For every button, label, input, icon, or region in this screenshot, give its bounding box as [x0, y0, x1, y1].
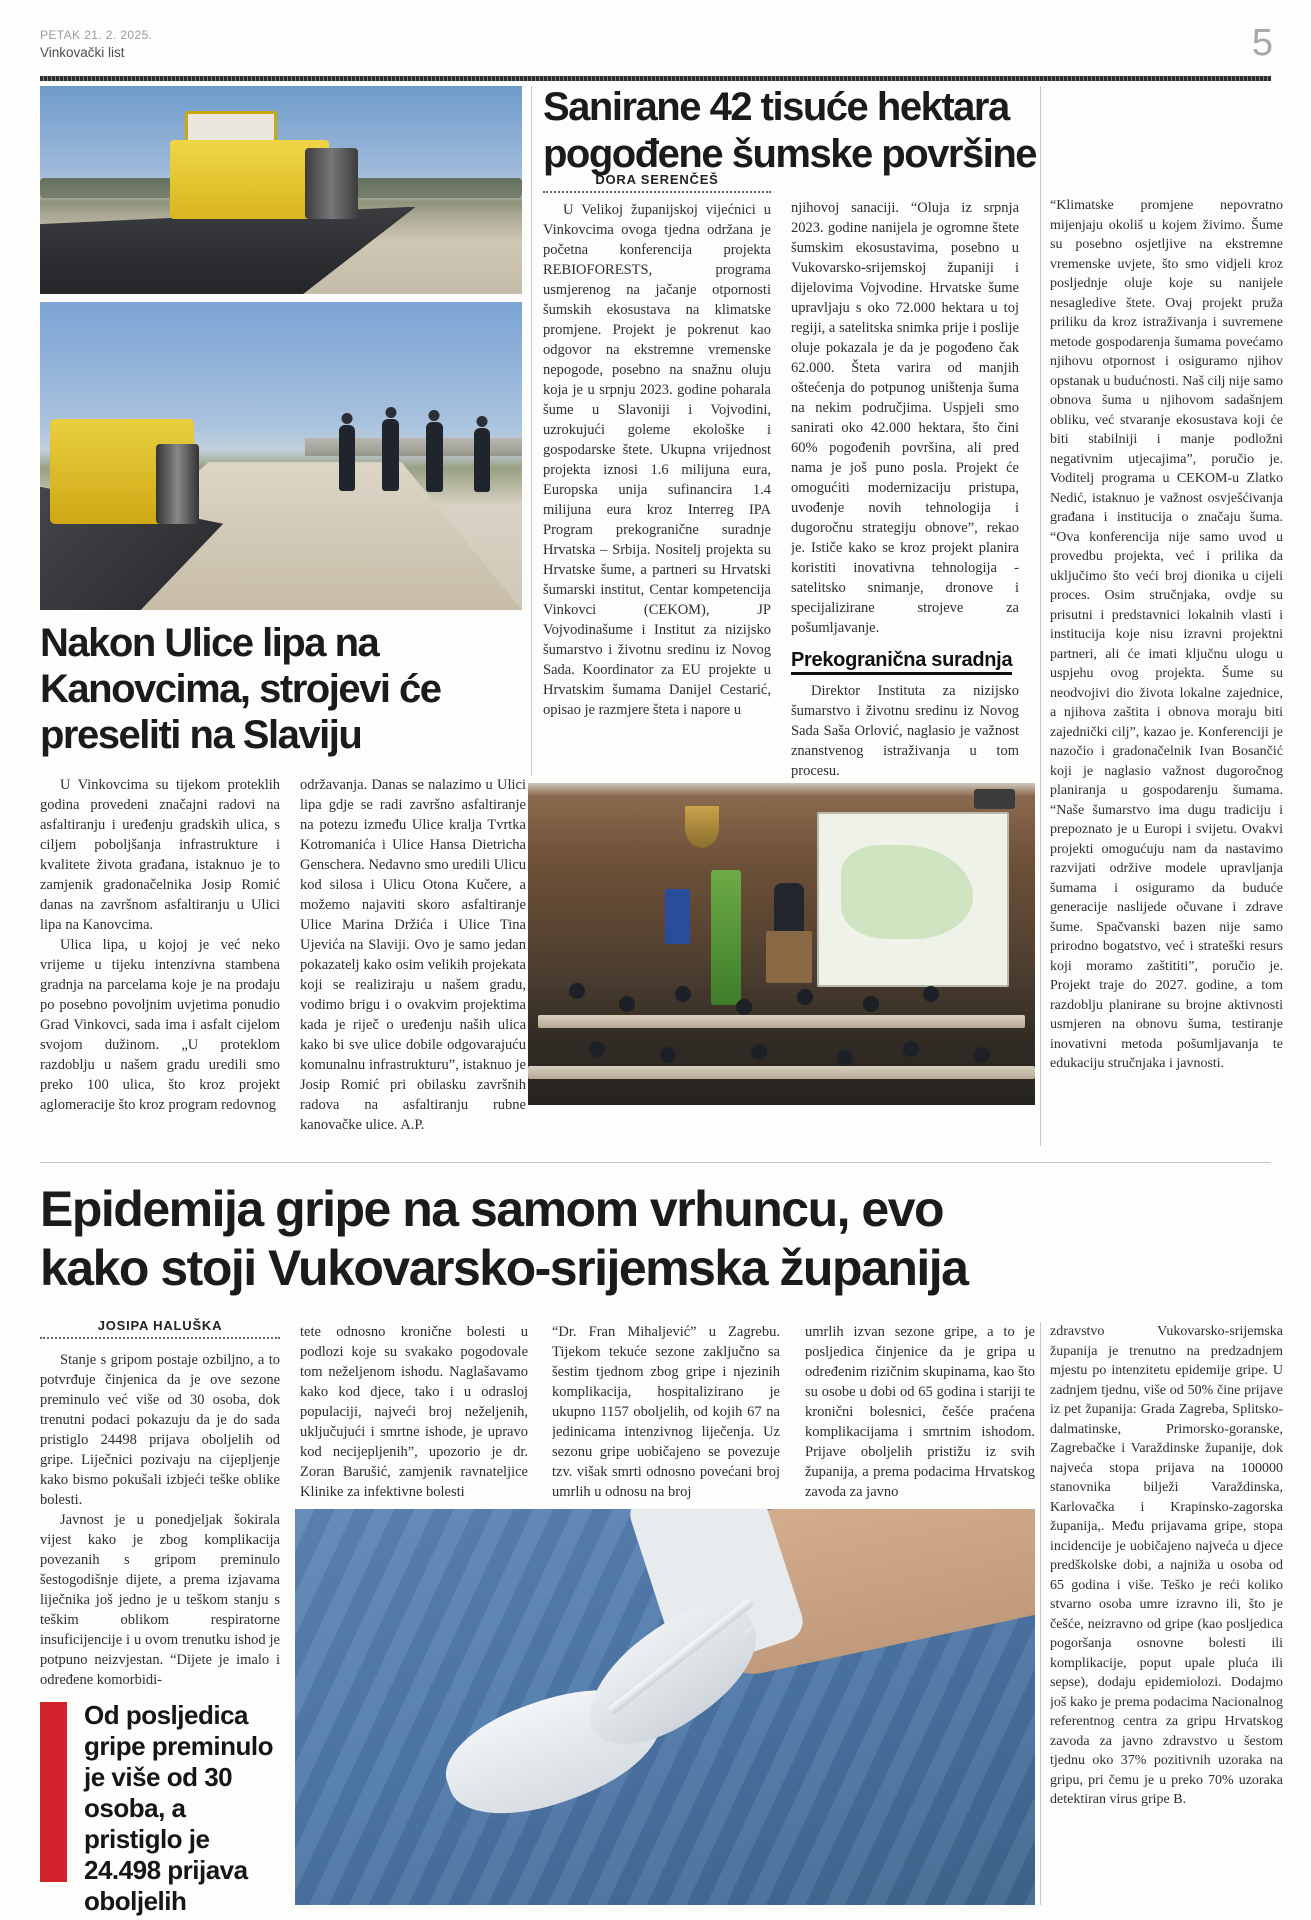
audience-head [675, 986, 691, 1002]
projector-shape [974, 789, 1015, 808]
audience-head [797, 989, 813, 1005]
audience-head [736, 999, 752, 1015]
pedestrian-head [429, 410, 440, 421]
pedestrian-silhouette [474, 428, 490, 492]
author-dotted-rule [543, 191, 771, 193]
forest-article-author: DORA SERENČEŠ [595, 172, 719, 187]
masthead-publication: Vinkovački list [40, 45, 125, 60]
roller-drum-shape [156, 444, 199, 524]
pedestrian-silhouette [382, 419, 399, 491]
roadworks-article-column-2 [300, 775, 526, 1153]
desk-row-shape [538, 1015, 1025, 1028]
audience-head [751, 1044, 767, 1060]
pedestrian-head [476, 416, 487, 427]
forest-article-column-1 [543, 200, 771, 778]
conference-room-photo [528, 783, 1035, 1105]
paragraph: održavanja. Danas se nalazimo u Ulici lipa gdje se radi završno asfaltiranje na potezu između Ulice kralja Tvrtka Kotromanića i Ulice Hansa Dietricha Genschera. Nedavno smo uredili Ulicu kod silosa i Ulicu Otona Kučere, a možemo najaviti skoro asfaltiranje Ulice Marina Držića i Ulice Tina Ujevića na Slaviji. Ovo je samo jedan pokazatelj kako osim velikih projekata koji se realiziraju u našem gradu, vodimo brigu i o ovakvim projektima kada je riječ o uređenju naših ulica kako bi sve ulice dobile odgovarajuću komunalnu infrastrukturu”, istaknuo je Josip Romić pri obilasku završnih radova na asfaltiranju rubne kanovačke ulice. A.P. [300, 777, 526, 1133]
pedestrian-head [341, 413, 352, 424]
flu-article-column-5 [1050, 1322, 1283, 1905]
page-number: 5 [1251, 22, 1273, 64]
eu-flag-shape [665, 889, 690, 944]
pedestrian-head [385, 407, 396, 418]
road-roller-photo-1 [40, 86, 522, 294]
roller-drum-shape [305, 148, 358, 219]
audience-head [923, 986, 939, 1002]
pedestrian-silhouette [426, 422, 443, 492]
screen-map-shape [841, 845, 972, 939]
paragraph: Stanje s gripom postaje ozbiljno, a to potvrđuje činjenica da je ove sezone preminulo već više od 30 osoba, dok trenutni podaci pokazuju da je do sada pristiglo 24498 prijava oboljelih od gripe. Liječnici pozivaju na cijepljenje kako bismo pokušali izbjeći teške oblike bolesti. [40, 1352, 280, 1508]
flu-article-column-2 [300, 1322, 528, 1504]
audience-head [863, 996, 879, 1012]
lectern-shape [766, 931, 812, 983]
forest-article-headline: Sanirane 42 tisuće hektara pogođene šumske površine [543, 85, 1037, 176]
audience-head [660, 1047, 676, 1063]
speaker-silhouette [774, 883, 804, 938]
pedestrian-silhouette [339, 425, 355, 491]
column-rule [1040, 1322, 1041, 1905]
paragraph: “Klimatske promjene nepovratno mijenjaju okoliš u kojem živimo. Šume su posebno osjetljive na ekstremne vremenske uvjete, što smo vidjeli kroz posljednje oluje koje su nanijele nesagledive štete. Ovaj projekt pruža priliku da kroz istraživanja i suvremene metode gospodarenja šumama povećamo njihovu otpornost i osiguramo njihov opstanak u budućnosti. Naš cilj nije samo obnova šuma u njihovom sadašnjem obliku, već stvaranje ekosustava koji će biti stabilniji i manje podložni negativnim utjecajima”, poručio je. Voditelj programa u CEKOM-u Zlatko Nedić, istaknuo je važnost osvješćivanja građana i institucija o značaju šuma. “Ova konferencija nije samo uvod u provedbu projekta, već i prilika da uključimo što veći broj dionika u cijeli proces. Osim stručnjaka, ovdje su prisutni i predstavnici lokalnih vlasti i institucija koje nisu izravni projektni partneri, ali će imati ključnu ulogu u uspjehu ovog projekta. Šume su neodvojivi dio života lokalne zajednice, a njihova zaštita i obnova moraju biti zajednički cilj”, kazao je. Konferenciji je nazočio i gradonačelnik Ivan Bosančić koji je naglasio važnost dugoročnog planiranja u gospodarenju šumama. “Naše šumarstvo ima dugu tradiciju i prepoznato je u Europi i svijetu. Ovakvi projekti omogućuju nam da nastavimo razvijati održive modele upravljanja šumama i osiguramo da buduće generacije naslijede očuvane i zdrave šume. Spačvanski bazen nije samo prirodno bogatstvo, već i strateški resurs koji moramo zaštititi”, poručio je. Projekt traje do 2027. godine, a tom razdoblju planirane su brojne aktivnosti usmjeren na obnovu šuma, testiranje inovativni metoda pošumljavanja te edukaciju stručnjaka i javnosti. [1050, 198, 1283, 1071]
roadworks-article-column-1 [40, 775, 280, 1153]
flu-article-author: JOSIPA HALUŠKA [97, 1318, 223, 1333]
paragraph: umrlih izvan sezone gripe, a to je posljedica činjenice da je gripa u određenim rizičnim skupinama, kao što su osobe u dobi od 65 godina i stariji te kronični bolesnici, češće praćena komplikacijama i smrtnim ishodom. Prijave oboljelih pristižu iz svih županija, a prema podacima Hrvatskog zavoda za javno [805, 1324, 1035, 1500]
projection-screen-shape [817, 812, 1009, 987]
masthead-date: PETAK 21. 2. 2025. [40, 28, 153, 42]
author-dotted-rule [40, 1337, 280, 1339]
flu-article-headline: Epidemija gripe na samom vrhuncu, evo kako stoji Vukovarsko-srijemska županija [40, 1181, 968, 1296]
audience-head [974, 1047, 990, 1063]
paragraph: U Vinkovcima su tijekom proteklih godina provedeni značajni radovi na asfaltiranju i uređenju gradskih ulica, s ciljem poboljšanja infrastrukture i kvalitete života građana, istaknuo je to zamjenik gradonačelnika Josip Romić danas na završnom asfaltiranju u Ulici lipa na Kanovcima. [40, 777, 280, 933]
desk-row-shape [528, 1066, 1035, 1079]
flu-article-column-3 [552, 1322, 780, 1504]
masthead-rule [40, 76, 1271, 81]
coat-of-arms-shape [685, 806, 719, 848]
forest-article-subhead: Prekogranična suradnja [791, 648, 1012, 675]
forest-article-column-2 [791, 198, 1019, 778]
paragraph: njihovoj sanaciji. “Oluja iz srpnja 2023. godine nanijela je ogromne štete šumskim ekosustavima, posebno u Vukovarsko-srijemskoj županiji i dijelovima Vojvodine. Hrvatske šume upravljaju s oko 72.000 hektara u toj regiji, a satelitska snimka prije i poslije oluje pokazala je da je pogođeno čak 62.000. Šteta varira od manjih oštećenja do potpunog uništenja šuma na nekim područjima. Uspjeli smo sanirati oko 42.000 hektara, što čini 60% pogođenih površina, ali pred nama je još puno posla. Projekt će omogućiti modernizaciju pristupa, uvođenje novih tehnologija i dugoročnu strategiju obnove”, rekao je. Ističe kako se kroz projekt planira koristiti inovativna tehnologija - satelitsko snimanje, dronove i specijalizirane strojeve za pošumljavanje. [791, 200, 1019, 636]
fresh-asphalt-shape [40, 207, 416, 294]
paragraph: Ulica lipa, u kojoj je već neko vrijeme u tijeku intenzivna stambena gradnja na parcelama koje je na prodaju po posebno povoljnim uvjetima ponudio Grad Vinkovci, sada ima i asfalt cijelom svojom dužinom. „U proteklom razdoblju u našem gradu uredili smo preko 100 ulica, što kroz projekt aglomeracije što kroz program redovnog [40, 937, 280, 1113]
forest-article-column-3 [1050, 196, 1283, 1146]
paragraph: “Dr. Fran Mihaljević” u Zagrebu. Tijekom tekuće sezone zaključno sa šestim tjednom zbog gripe i njezinih komplikacija, hospitalizirano je ukupno 1157 oboljelih, od kojih 67 na jedinicama intenzivnog liječenja. Uz sezonu gripe uobičajeno se povezuje tzv. višak smrti odnosno povećani broj umrlih u odnosu na broj [552, 1324, 780, 1500]
pull-quote-red-bar [40, 1702, 67, 1882]
audience-head [903, 1041, 919, 1057]
audience-head [837, 1050, 853, 1066]
road-roller-photo-2 [40, 302, 522, 610]
flu-article-column-1 [40, 1350, 280, 1692]
roadworks-article-headline: Nakon Ulice lipa na Kanovcima, strojevi će preseliti na Slaviju [40, 621, 441, 757]
audience-head [569, 983, 585, 999]
flu-article-column-4 [805, 1322, 1035, 1504]
column-rule [1040, 86, 1041, 1146]
paragraph: zdravstvo Vukovarsko-srijemska županija je trenutno na predzadnjem mjestu po intenzitetu epidemije gripe. U zadnjem tjednu, više od 50% čine prijave iz pet županija: Grada Zagreba, Splitsko-dalmatinske, Primorsko-goranske, Zagrebačke i Varaždinske županije, dok najveća stopa prijava na 100000 stanovnika bilježi Varaždinska, Karlovačka i Krapinsko-zagorska županija,. Među prijavama gripe, stopa incidencije je uobičajeno najveća u djece predškolske dobi, a najniža u osoba od 65 godina i više. Teško je reći koliko stvarno osoba umre izravno ili, što je češće, neizravno od gripe (kao posljedica pogoršanja osnovne bolesti ili komplikacije, poput upale pluća ili sepse), dodaju epidemiolozi. Dodajmo još kako je prema podacima Nacionalnog referentnog centra za gripu Hrvatskog zavoda za javno zdravstvo u šestom tjednu oko 37% pozitivnih uzoraka na gripu, pri čemu je u preko 70% uzoraka detektiran virus gripe B. [1050, 1324, 1283, 1807]
pull-quote-text: Od posljedica gripe preminulo je više od 30 osoba, a pristiglo je 24.498 prijava oboljelih [84, 1700, 273, 1916]
green-banner-shape [711, 870, 741, 1005]
audience-head [619, 996, 635, 1012]
column-rule [531, 86, 532, 776]
audience-head [589, 1041, 605, 1057]
vaccination-photo [295, 1509, 1035, 1905]
paragraph: Javnost je u ponedjeljak šokirala vijest kako je zbog komplikacija povezanih s gripom preminulo šestogodišnje dijete, a prema izjavama liječnika još jedno je u teškom stanju s teškim oblikom respiratorne insuficijencije i u ovom trenutku ishod je potpuno neizvjestan. “Dijete je imalo i određene komorbidi- [40, 1512, 280, 1688]
paragraph: U Velikoj županijskoj vijećnici u Vinkovcima ovoga tjedna održana je početna konferencija projekta REBIOFORESTS, programa usmjerenog na jačanje otpornosti šumskih ekosustava na klimatske promjene. Projekt je pokrenut kao odgovor na ekstremne vremenske nepogode, posebno na snažnu oluju koja je u srpnju 2023. godine poharala šume u Slavoniji i Vojvodini, uzrokujući goleme ekološke i gospodarske štete. Ukupna vrijednost projekta iznosi 1.6 milijuna eura, Europska unija sufinancira 1.4 milijuna eura kroz Interreg IPA Program prekogranične suradnje Hrvatska – Srbija. Nositelj projekta su Hrvatske šume, a partneri su Hrvatski šumarski institut, Centar kompetencija Vinkovci (CEKOM), JP Vojvodinašume i Institut za nizijsko šumarstvo i životnu sredinu iz Novog Sada. Koordinator za EU projekte u Hrvatskim šumama Danijel Cestarić, opisao je razmjere šteta i napore u [543, 202, 771, 718]
paragraph: tete odnosno kronične bolesti u podlozi koje su svakako pogodovale tom neželjenom ishodu. Naglašavamo kako kod djece, tako i u odrasloj populaciji, najveći broj neželjenih, uključujući i smrtne ishode, je upravo kod necijepljenih”, upozorio je dr. Zoran Barušić, zamjenik ravnateljice Klinike za infektivne bolesti [300, 1324, 528, 1500]
paragraph: Direktor Instituta za nizijsko šumarstvo i životnu sredinu iz Novog Sada Saša Orlović, naglasio je važnost znanstvenog istraživanja u tom procesu. [791, 683, 1019, 778]
section-divider-rule [40, 1162, 1271, 1163]
